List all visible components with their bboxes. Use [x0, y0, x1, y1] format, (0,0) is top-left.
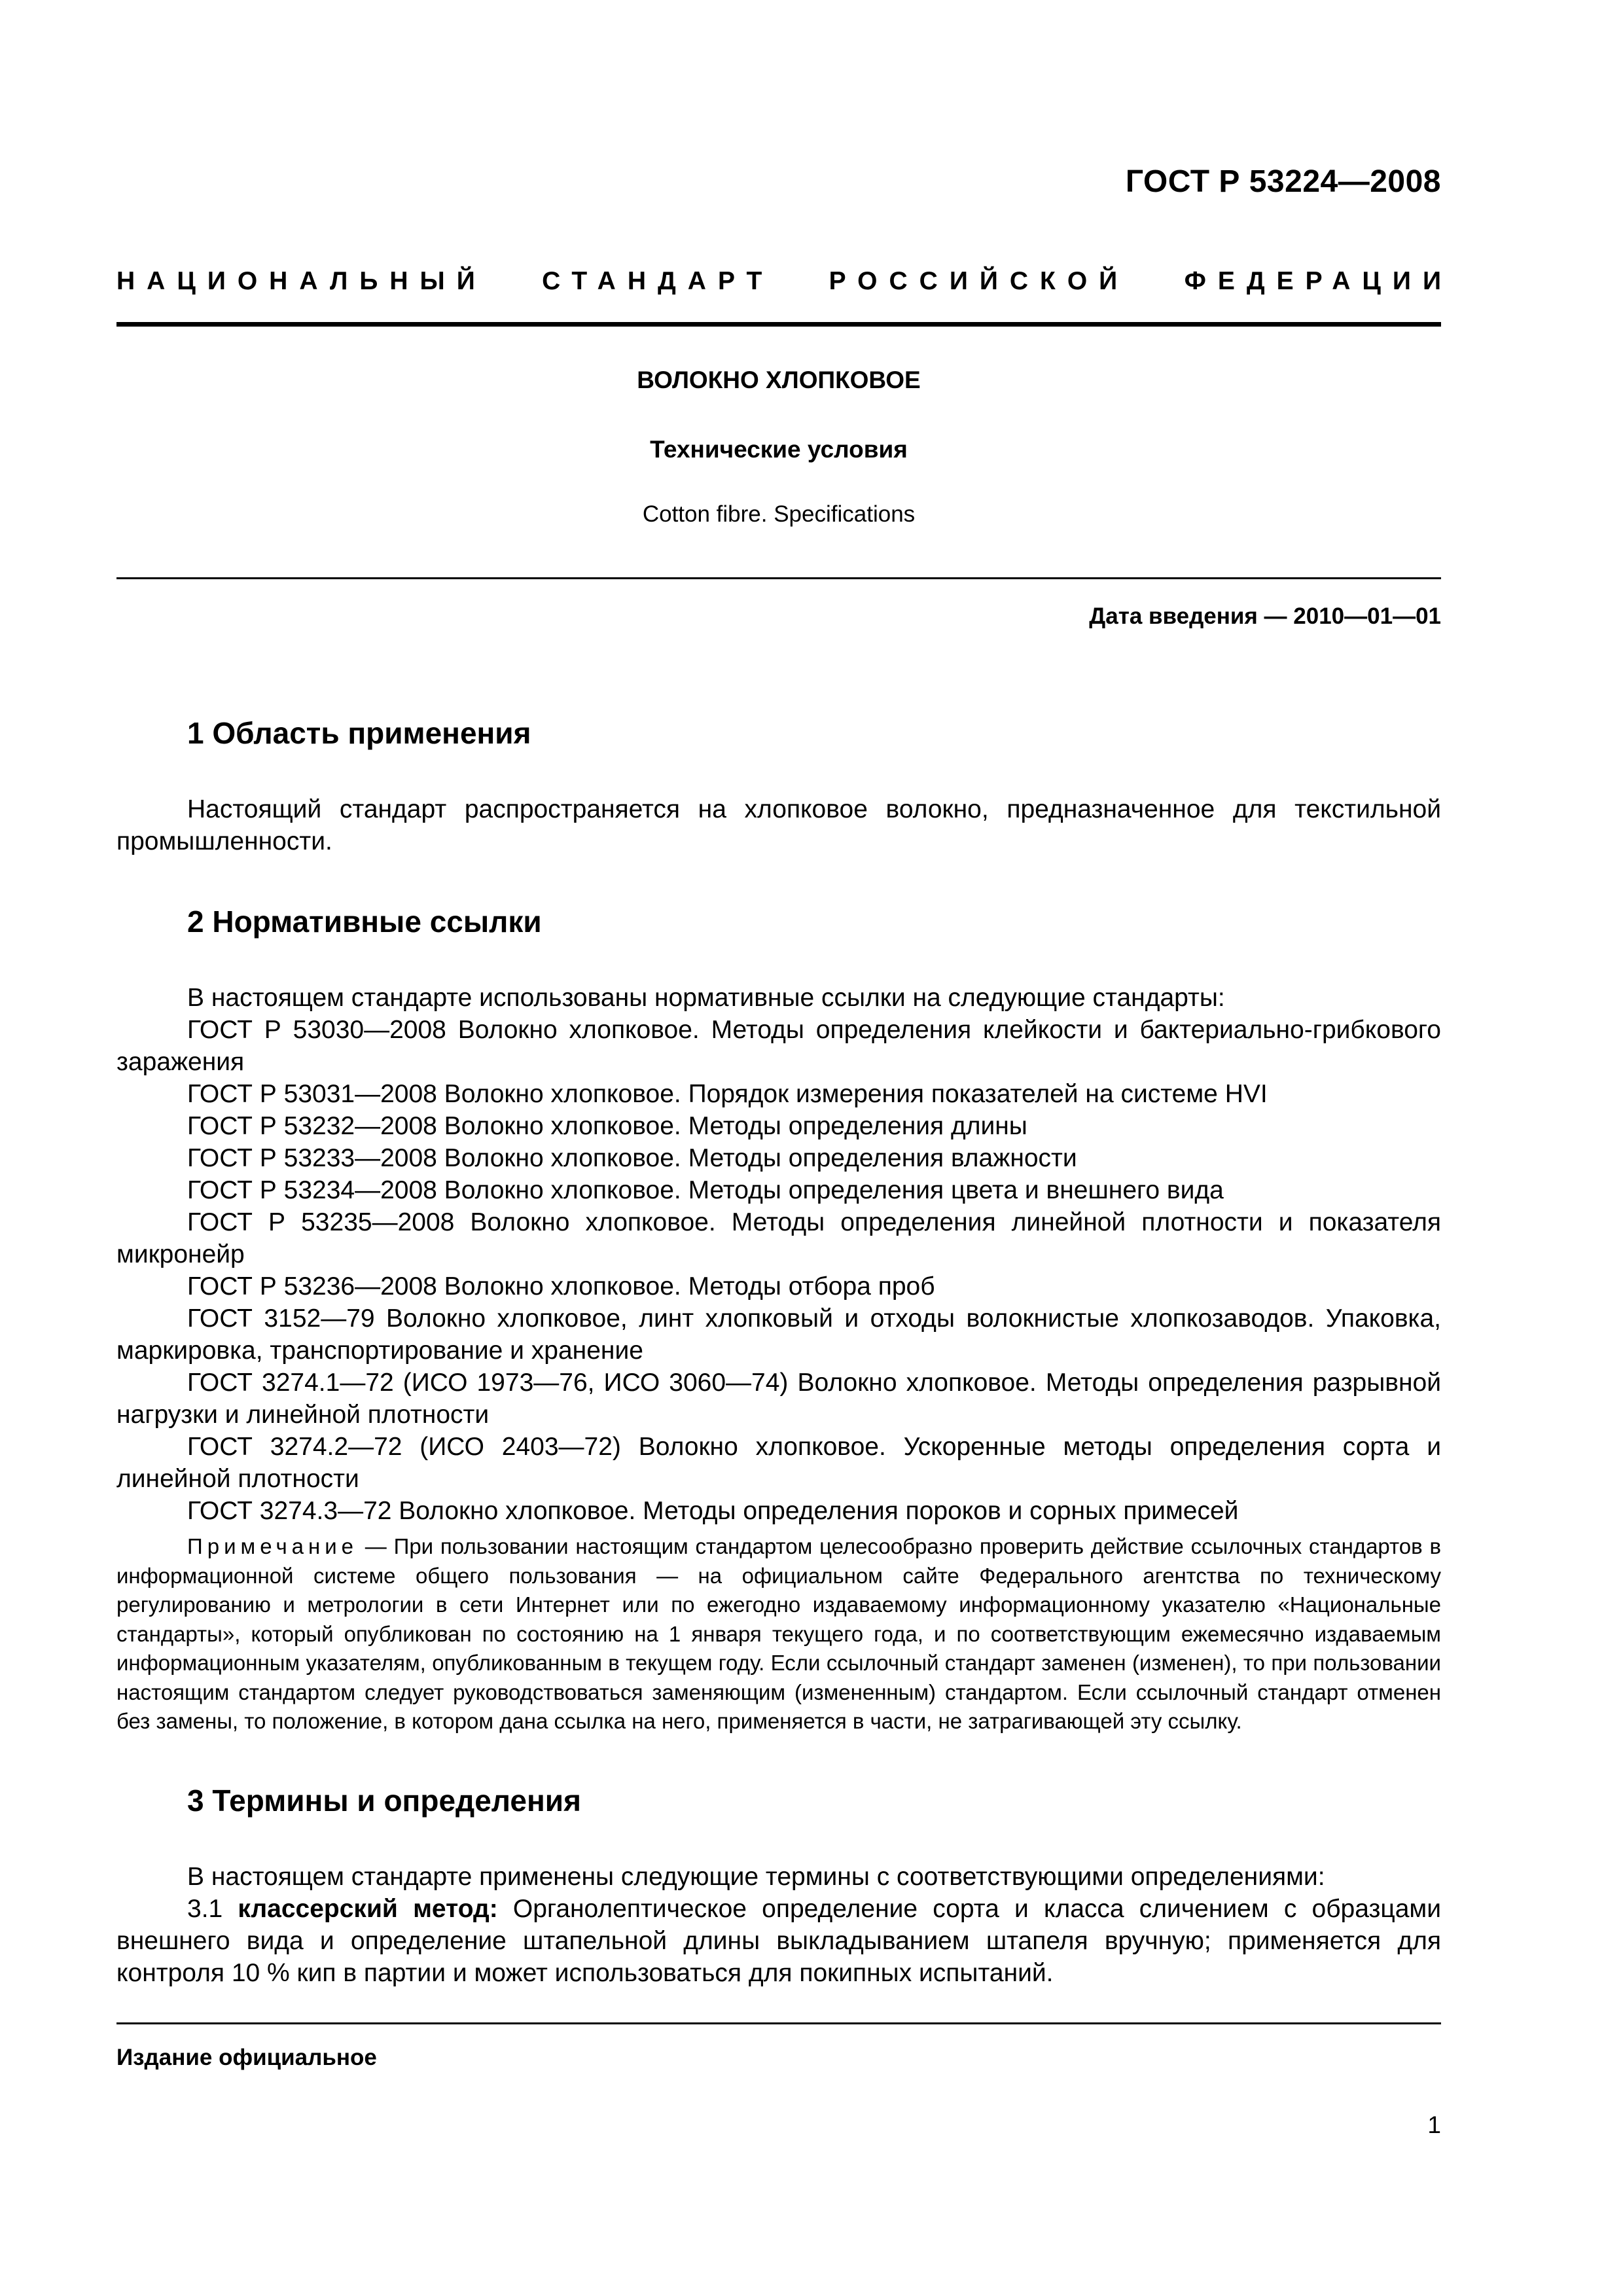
term-number: 3.1: [187, 1894, 238, 1923]
header-word: НАЦИОНАЛЬНЫЙ: [116, 267, 487, 295]
references-note: [116, 1532, 1441, 1736]
term-name: классерский метод:: [238, 1894, 498, 1923]
reference-item: ГОСТ Р 53031—2008 Волокно хлопковое. Порядок измерения показателей на системе HVI: [187, 1080, 1268, 1108]
document-subtitle: Технические условия: [650, 436, 908, 463]
reference-item: ГОСТ 3274.1—72 (ИСО 1973—76, ИСО 3060—74) Волокно хлопковое. Методы определения разрывной нагрузки и линейной плотности: [116, 1369, 1441, 1429]
section-heading-scope: 1 Область применения: [187, 716, 531, 750]
title-divider: [116, 577, 1441, 579]
reference-item: ГОСТ Р 53235—2008 Волокно хлопковое. Методы определения линейной плотности и показателя микронейр: [116, 1208, 1441, 1268]
scope-paragraph: Настоящий стандарт распространяется на хлопковое волокно, предназначенное для текстильной промышленности.: [116, 795, 1441, 855]
header-word: ФЕДЕРАЦИИ: [1184, 267, 1453, 295]
references-intro: В настоящем стандарте использованы нормативные ссылки на следующие стандарты:: [187, 984, 1225, 1012]
document-body: [116, 713, 1441, 1989]
reference-item: ГОСТ Р 53236—2008 Волокно хлопковое. Методы отбора проб: [187, 1272, 935, 1300]
note-text: — При пользовании настоящим стандартом целесообразно проверить действие ссылочных стандартов в информационной системе общего пользования — на официальном сайте Федерального агентства по техническому регулированию и метрологии в сети Интернет или по ежегодно издаваемому информационному указателю «Национальные стандарты», который опубликован по состоянию на 1 января текущего года, и по соответствующим ежемесячно издаваемым информационным указателям, опубликованным в текущем году. Если ссылочный стандарт заменен (изменен), то при пользовании настоящим стандартом следует руководствоваться заменяющим (измененным) стандартом. Если ссылочный стандарт отменен без замены, то положение, в котором дана ссылка на него, применяется в части, не затрагивающей эту ссылку.: [116, 1534, 1441, 1733]
national-standard-header: [116, 267, 1453, 296]
introduction-date: Дата введения — 2010—01—01: [1089, 603, 1441, 629]
document-english-title: Cotton fibre. Specifications: [642, 501, 916, 527]
header-divider: [116, 322, 1441, 327]
reference-item: ГОСТ Р 53232—2008 Волокно хлопковое. Методы определения длины: [187, 1112, 1027, 1140]
footer-divider: [116, 2022, 1441, 2024]
reference-item: ГОСТ Р 53234—2008 Волокно хлопковое. Методы определения цвета и внешнего вида: [187, 1176, 1224, 1204]
section-heading-terms: 3 Термины и определения: [187, 1783, 581, 1818]
page-number: 1: [1427, 2111, 1441, 2138]
document-title: ВОЛОКНО ХЛОПКОВОЕ: [637, 367, 921, 393]
term-definition: Органолептическое определение сорта и класса сличением с образцами внешнего вида и определение штапельной длины выкладыванием штапеля вручную; применяется для контроля 10 % кип в партии и может использоваться для покипных испытаний.: [116, 1894, 1441, 1987]
document-number: ГОСТ Р 53224—2008: [1125, 164, 1441, 199]
note-label: Примечание: [187, 1534, 359, 1558]
section-heading-references: 2 Нормативные ссылки: [187, 905, 542, 939]
terms-intro: В настоящем стандарте применены следующие термины с соответствующими определениями:: [187, 1862, 1325, 1891]
reference-item: ГОСТ Р 53030—2008 Волокно хлопковое. Методы определения клейкости и бактериально-грибкового заражения: [116, 1016, 1441, 1076]
reference-item: ГОСТ 3274.3—72 Волокно хлопковое. Методы определения пороков и сорных примесей: [187, 1497, 1239, 1525]
term-entry: [116, 1893, 1441, 1989]
reference-item: ГОСТ 3152—79 Волокно хлопковое, линт хлопковый и отходы волокнистые хлопкозаводов. Упаковка, маркировка, транспортирование и хранение: [116, 1304, 1441, 1365]
header-word: СТАНДАРТ: [542, 267, 774, 295]
reference-item: ГОСТ 3274.2—72 (ИСО 2403—72) Волокно хлопковое. Ускоренные методы определения сорта и линейной плотности: [116, 1433, 1441, 1493]
reference-item: ГОСТ Р 53233—2008 Волокно хлопковое. Методы определения влажности: [187, 1144, 1077, 1172]
official-edition-label: Издание официальное: [116, 2045, 377, 2070]
header-word: РОССИЙСКОЙ: [829, 267, 1130, 295]
